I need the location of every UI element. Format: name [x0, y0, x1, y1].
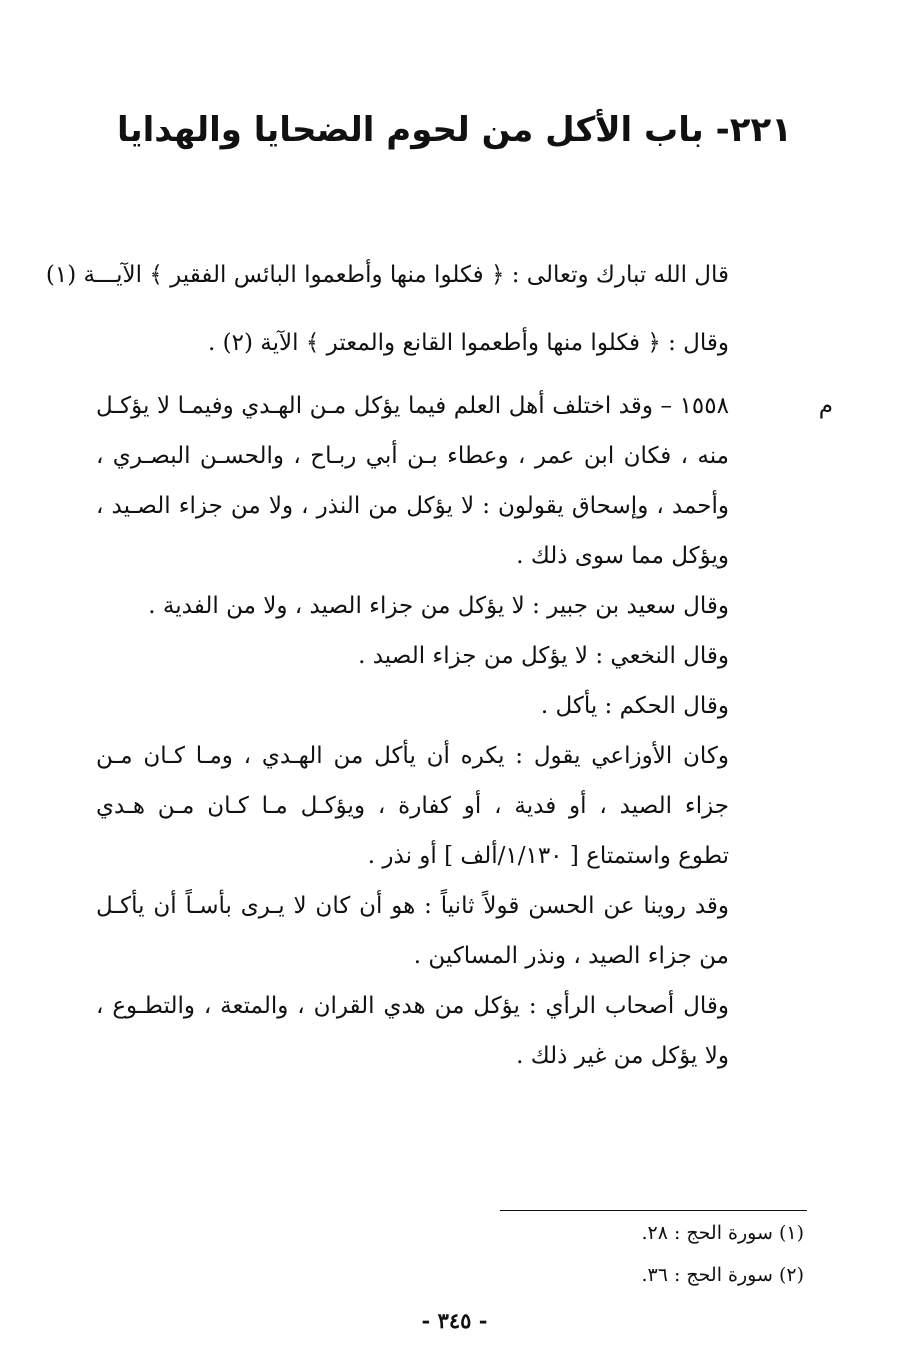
footnote-1: (١) سورة الحج : ٢٨.	[641, 1222, 804, 1244]
text-line-8: وقال النخعي : لا يؤكل من جزاء الصيد .	[358, 643, 729, 669]
text-line-14: من جزاء الصيد ، ونذر المساكين .	[413, 943, 729, 969]
text-line-16: ولا يؤكل من غير ذلك .	[516, 1043, 729, 1069]
text-line-7: وقال سعيد بن جبير : لا يؤكل من جزاء الصيد ، ولا من الفدية .	[148, 593, 729, 619]
text-line-9: وقال الحكم : يأكل .	[540, 693, 729, 719]
page-number: - ٣٤٥ -	[421, 1308, 488, 1333]
text-line-15: وقال أصحاب الرأي : يؤكل من هدي القران ، والمتعة ، والتطـوع ،	[96, 993, 729, 1019]
text-line-10: وكان الأوزاعي يقول : يكره أن يأكل من الهـدي ، ومـا كـان مـن	[96, 743, 729, 769]
verse-line-2: وقال : ﴿ فكلوا منها وأطعموا القانع والمعتر ﴾ الآية (٢) .	[208, 330, 729, 356]
chapter-heading: ٢٢١- باب الأكل من لحوم الضحايا والهدايا	[117, 110, 792, 150]
paragraph-marker: م	[818, 393, 833, 419]
footnote-2: (٢) سورة الحج : ٣٦.	[641, 1264, 804, 1286]
text-line-11: جزاء الصيد ، أو فدية ، أو كفارة ، ويؤكـل مـا كـان مـن هـدي	[96, 793, 730, 819]
verse-line-1: قال الله تبارك وتعالى : ﴿ فكلوا منها وأطعموا البائس الفقير ﴾ الآيـــة (١)	[45, 262, 729, 288]
text-line-12: تطوع واستمتاع [ ١/١٣٠/ألف ] أو نذر .	[367, 843, 729, 869]
text-line-3: ١٥٥٨ – وقد اختلف أهل العلم فيما يؤكل مـن الهـدي وفيمـا لا يؤكـل	[96, 393, 729, 419]
text-line-4: منه ، فكان ابن عمر ، وعطاء بـن أبي ربـاح ، والحسـن البصـري ،	[96, 443, 729, 469]
text-line-13: وقد روينا عن الحسن قولاً ثانياً : هو أن كان لا يـرى بأسـاً أن يأكـل	[96, 893, 729, 919]
text-line-5: وأحمد ، وإسحاق يقولون : لا يؤكل من النذر ، ولا من جزاء الصـيد ،	[96, 493, 729, 519]
text-line-6: ويؤكل مما سوى ذلك .	[516, 543, 729, 569]
footnote-separator	[500, 1210, 807, 1211]
